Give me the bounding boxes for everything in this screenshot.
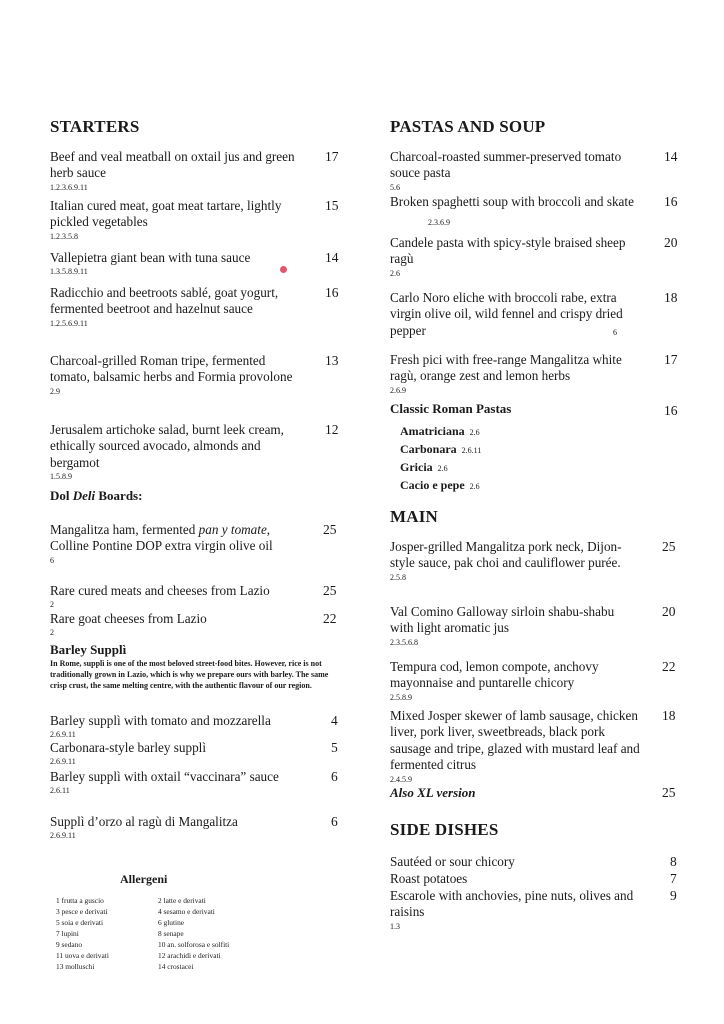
menu-item — [50, 522, 300, 566]
item-name: Barley supplì with tomato and mozzarella — [50, 713, 271, 728]
menu-item — [390, 290, 625, 339]
item-allergens: 2.9 — [50, 386, 60, 396]
menu-item — [390, 708, 645, 785]
item-name: Escarole with anchovies, pine nuts, olives and raisins — [390, 888, 634, 920]
menu-item — [50, 740, 315, 767]
item-price: 25 — [662, 539, 676, 554]
item-allergens: 2.6.9 — [390, 385, 406, 395]
item-price: 7 — [670, 871, 677, 886]
classic-pastas-price: 16 — [664, 403, 678, 418]
item-allergens: 2.6.9.11 — [50, 757, 76, 767]
item-name: Beef and veal meatball on oxtail jus and green herb sauce — [50, 149, 295, 181]
item-price: 18 — [664, 290, 678, 305]
item-name: Radicchio and beetroots sablé, goat yogurt, fermented beetroot and hazelnut sauce — [50, 285, 279, 317]
menu-item — [50, 198, 290, 242]
item-name: Broken spaghetti soup with broccoli and skate — [390, 194, 634, 209]
allergen-entry: 10 an. solforosa e solfiti — [158, 940, 230, 949]
menu-item — [50, 583, 320, 610]
xl-version-price: 25 — [662, 785, 676, 800]
allergen-entry: 6 glutine — [158, 918, 185, 927]
allergen-entry: 7 lupini — [56, 929, 79, 938]
item-allergens: 5.6 — [390, 182, 400, 192]
item-name: Rare cured meats and cheeses from Lazio — [50, 583, 270, 598]
menu-item — [390, 888, 645, 932]
item-allergens: 2.6.9.11 — [50, 730, 76, 740]
item-allergens: 2.6 — [469, 482, 480, 491]
item-name: Rare goat cheeses from Lazio — [50, 611, 207, 626]
item-allergens: 1.3.5.8.9.11 — [50, 267, 88, 277]
item-allergens: 2.6 — [437, 464, 448, 473]
allergen-entry: 3 pesce e derivati — [56, 907, 108, 916]
item-name: Mixed Josper skewer of lamb sausage, chicken liver, pork liver, sweetbreads, black pork sausage and tripe, glazed with mustard leaf and fermented citrus — [390, 708, 640, 773]
item-name: Candele pasta with spicy-style braised sheep ragù — [390, 235, 626, 267]
item-name: Jerusalem artichoke salad, burnt leek cream, ethically sourced avocado, almonds and bergamot — [50, 422, 284, 470]
item-name: Amatriciana — [400, 424, 465, 438]
item-name-b: pan y tomate — [198, 522, 267, 537]
item-price: 9 — [670, 888, 677, 903]
menu-item — [390, 235, 640, 279]
roman-pasta-item — [400, 460, 448, 475]
starters-title: STARTERS — [50, 117, 140, 136]
item-price: 17 — [325, 149, 339, 164]
menu-item — [50, 149, 305, 193]
allergen-entry: 4 sesamo e derivati — [158, 907, 215, 916]
menu-item — [50, 769, 295, 796]
item-allergens: 6 — [50, 555, 54, 565]
decorative-dot — [280, 266, 287, 273]
item-name: Carbonara — [400, 442, 457, 456]
item-allergens: 2.5.8.9 — [390, 692, 412, 702]
item-allergens: 2.3.6.9 — [428, 218, 450, 227]
allergen-entry: 5 soia e derivati — [56, 918, 103, 927]
item-allergens: 2.6.11 — [50, 786, 70, 796]
item-allergens: 2.6.11 — [461, 446, 482, 455]
item-name: Roast potatoes — [390, 871, 468, 886]
item-allergens: 2 — [50, 628, 54, 638]
item-price: 8 — [670, 854, 677, 869]
menu-item — [390, 194, 645, 227]
item-name: Carlo Noro eliche with broccoli rabe, extra virgin olive oil, wild fennel and crispy dried pepper — [390, 290, 623, 338]
item-price: 16 — [325, 285, 339, 300]
item-name: Val Comino Galloway sirloin shabu-shabu with light aromatic jus — [390, 604, 615, 636]
item-name: Vallepietra giant bean with tuna sauce — [50, 250, 251, 265]
allergen-entry: 11 uova e derivati — [56, 951, 109, 960]
item-price: 25 — [323, 522, 337, 537]
item-allergens: 2.4.5.9 — [390, 774, 412, 784]
item-allergens: 6 — [613, 328, 617, 337]
menu-item — [50, 713, 315, 740]
menu-item — [390, 659, 640, 703]
menu-item — [390, 604, 625, 648]
item-price: 25 — [323, 583, 337, 598]
menu-item — [390, 854, 640, 870]
roman-pasta-item — [400, 424, 480, 439]
item-price: 20 — [662, 604, 676, 619]
item-name: Sautéed or sour chicory — [390, 854, 515, 869]
item-name: Tempura cod, lemon compote, anchovy mayonnaise and puntarelle chicory — [390, 659, 599, 691]
xl-version-label: Also XL version — [390, 785, 476, 800]
sides-title: SIDE DISHES — [390, 820, 499, 839]
main-title: MAIN — [390, 507, 439, 526]
classic-pastas-title: Classic Roman Pastas — [390, 401, 512, 416]
suppli-title: Barley Supplì — [50, 642, 127, 657]
allergen-entry: 9 sedano — [56, 940, 83, 949]
item-price: 22 — [323, 611, 337, 626]
allergen-entry: 14 crostacei — [158, 962, 194, 971]
item-name: Fresh pici with free-range Mangalitza white ragù, orange zest and lemon herbs — [390, 352, 622, 384]
item-allergens: 1.2.3.5.8 — [50, 231, 78, 241]
item-allergens: 2.6 — [390, 268, 400, 278]
roman-pasta-item — [400, 478, 480, 493]
suppli-note: In Rome, supplì is one of the most beloved street-food bites. However, rice is not traditionally grown in Lazio, which is why we prepare ours with barley. The same crisp crust, the same melting centre, with the authentic flavour of our region. — [50, 659, 329, 690]
item-price: 13 — [325, 353, 339, 368]
menu-item — [390, 871, 640, 887]
item-price: 12 — [325, 422, 339, 437]
item-allergens: 1.2.5.6.9.11 — [50, 318, 88, 328]
item-name: Charcoal-grilled Roman tripe, fermented tomato, balsamic herbs and Formia provolone — [50, 353, 293, 385]
menu-item — [50, 285, 300, 329]
item-price: 4 — [331, 713, 338, 728]
item-price: 22 — [662, 659, 676, 674]
item-allergens: 2.6.9.11 — [50, 831, 76, 841]
menu-item — [50, 611, 320, 638]
allergen-entry: 2 latte e derivati — [158, 896, 206, 905]
item-price: 15 — [325, 198, 339, 213]
item-name: Josper-grilled Mangalitza pork neck, Dijon-style sauce, pak choi and cauliflower purée. — [390, 539, 622, 571]
item-price: 14 — [664, 149, 678, 164]
item-price: 14 — [325, 250, 339, 265]
allergen-entry: 12 arachidi e derivati — [158, 951, 221, 960]
item-allergens: 2.6 — [469, 428, 480, 437]
item-allergens: 2.3.5.6.8 — [390, 637, 418, 647]
menu-item — [390, 352, 640, 396]
item-name: Cacio e pepe — [400, 478, 465, 492]
menu-item — [390, 149, 630, 193]
allergeni-title: Allergeni — [120, 872, 168, 886]
deli-title-b: Deli — [72, 488, 96, 503]
menu-item — [50, 422, 290, 482]
item-price: 6 — [331, 814, 338, 829]
item-price: 6 — [331, 769, 338, 784]
item-allergens: 1.3 — [390, 921, 400, 931]
allergen-entry: 13 molluschi — [56, 962, 95, 971]
item-name: Barley supplì with oxtail “vaccinara” sauce — [50, 769, 279, 784]
item-name — [50, 522, 300, 555]
item-name: Italian cured meat, goat meat tartare, lightly pickled vegetables — [50, 198, 282, 230]
deli-title — [50, 488, 142, 504]
item-name: Gricia — [400, 460, 433, 474]
item-price: 16 — [664, 194, 678, 209]
deli-title-c: Boards: — [95, 488, 143, 503]
item-name-c: , Colline Pontine DOP extra virgin olive oil — [50, 522, 273, 554]
item-allergens: 2 — [50, 600, 54, 610]
item-allergens: 2.5.8 — [390, 572, 406, 582]
allergen-entry: 8 senape — [158, 929, 184, 938]
menu-item — [50, 814, 315, 841]
item-name: Carbonara-style barley supplì — [50, 740, 207, 755]
item-allergens: 1.2.3.6.9.11 — [50, 182, 88, 192]
menu-item — [390, 539, 630, 583]
item-price: 17 — [664, 352, 678, 367]
item-name: Supplì d’orzo al ragù di Mangalitza — [50, 814, 238, 829]
item-price: 5 — [331, 740, 338, 755]
item-name-a: Mangalitza ham, fermented — [50, 522, 199, 537]
item-allergens: 1.5.8.9 — [50, 472, 72, 482]
item-price: 20 — [664, 235, 678, 250]
item-name: Charcoal-roasted summer-preserved tomato souce pasta — [390, 149, 622, 181]
item-price: 18 — [662, 708, 676, 723]
roman-pasta-item — [400, 442, 481, 457]
deli-title-a: Dol — [50, 488, 73, 503]
menu-item — [50, 353, 305, 397]
allergen-entry: 1 frutta a guscio — [56, 896, 104, 905]
menu-item — [50, 250, 315, 277]
pastas-title: PASTAS AND SOUP — [390, 117, 546, 136]
